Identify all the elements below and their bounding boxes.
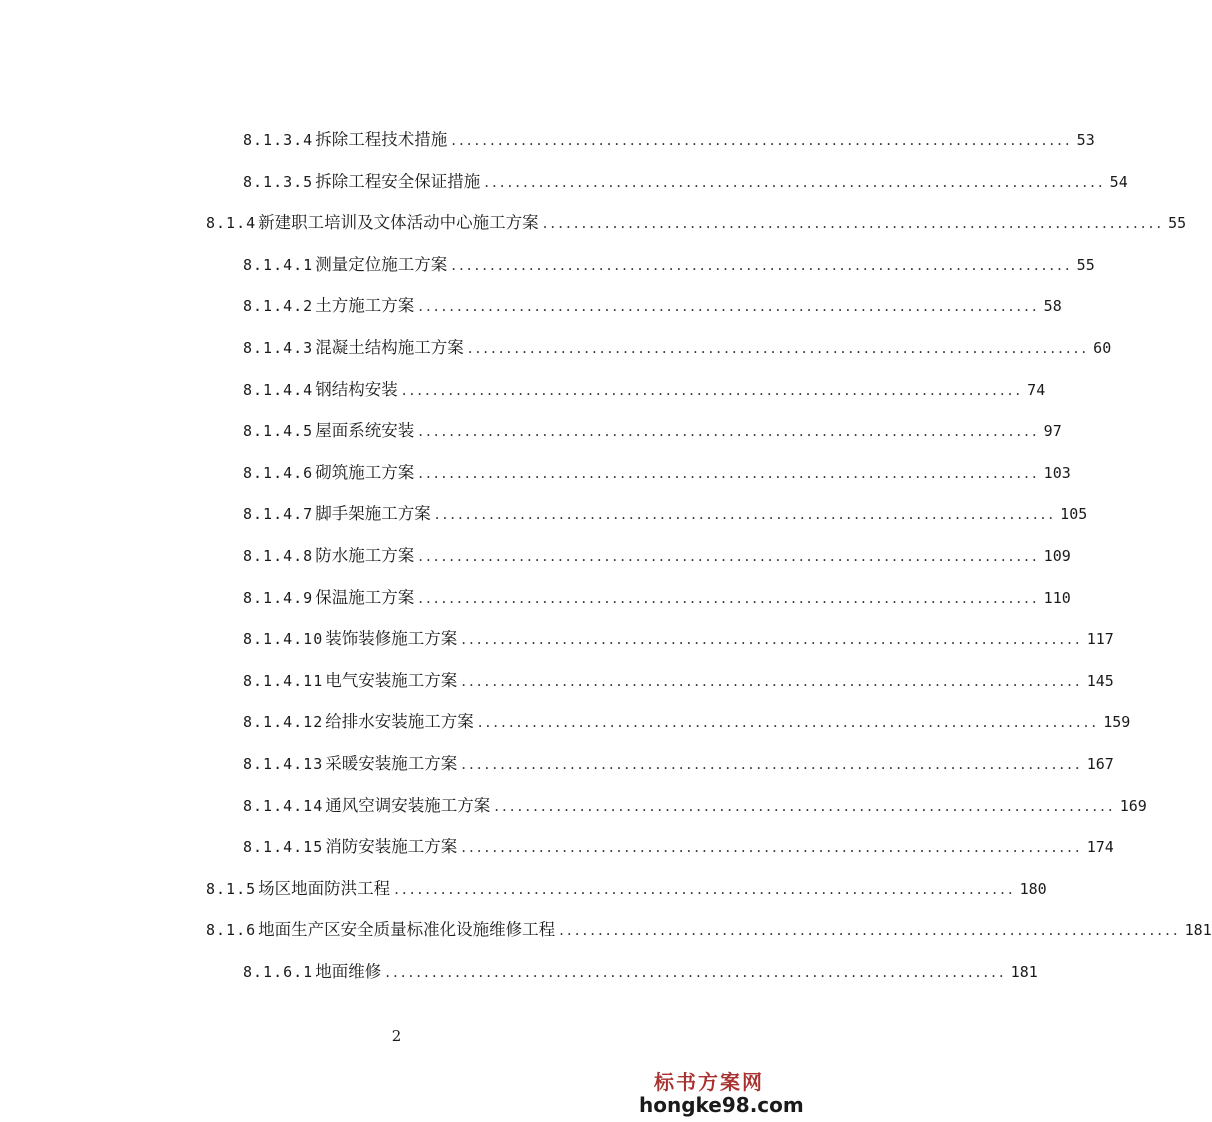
toc-entry-page: 159 xyxy=(1103,713,1131,731)
toc-entry[interactable] xyxy=(206,916,1212,944)
toc-entry-page: 74 xyxy=(1027,381,1046,399)
toc-entry-page: 174 xyxy=(1086,838,1114,856)
toc-entry-number: 8.1.4.3 xyxy=(243,339,314,357)
toc-entry-page: 97 xyxy=(1043,422,1062,440)
toc-entry-page: 180 xyxy=(1019,880,1047,898)
toc-entry-number: 8.1.5 xyxy=(206,880,257,898)
toc-entry[interactable] xyxy=(243,168,1128,196)
toc-entry-title: 钢结构安装 xyxy=(315,380,398,399)
toc-entry-title: 消防安装施工方案 xyxy=(325,837,458,856)
toc-leader-dots: ................................................................................ xyxy=(418,547,1040,565)
toc-entry-title: 电气安装施工方案 xyxy=(325,671,458,690)
toc-entry-number: 8.1.6 xyxy=(206,921,257,939)
toc-entry-page: 145 xyxy=(1086,672,1114,690)
toc-entry[interactable] xyxy=(243,667,1114,695)
toc-entry-number: 8.1.4.1 xyxy=(243,256,314,274)
toc-entry-title: 装饰装修施工方案 xyxy=(325,629,458,648)
toc-leader-dots: ................................................................................ xyxy=(451,131,1073,149)
toc-entry-title: 采暖安装施工方案 xyxy=(325,754,458,773)
toc-entry-number: 8.1.4.8 xyxy=(243,547,314,565)
toc-entry-title: 脚手架施工方案 xyxy=(315,504,431,523)
toc-leader-dots: ................................................................................ xyxy=(401,381,1024,399)
toc-entry-number: 8.1.3.5 xyxy=(243,173,314,191)
toc-leader-dots: ................................................................................ xyxy=(418,297,1040,315)
toc-entry-number: 8.1.4.15 xyxy=(243,838,324,856)
toc-entry[interactable] xyxy=(243,251,1095,279)
toc-entry-page: 109 xyxy=(1043,547,1071,565)
toc-entry[interactable] xyxy=(243,542,1071,570)
toc-entry[interactable] xyxy=(243,126,1095,154)
toc-entry-number: 8.1.4.11 xyxy=(243,672,324,690)
toc-leader-dots: ................................................................................ xyxy=(385,963,1007,981)
toc-entry-number: 8.1.6.1 xyxy=(243,963,314,981)
toc-entry-title: 新建职工培训及文体活动中心施工方案 xyxy=(258,213,539,232)
toc-leader-dots: ................................................................................ xyxy=(451,256,1073,274)
toc-entry-page: 60 xyxy=(1093,339,1112,357)
toc-entry-title: 通风空调安装施工方案 xyxy=(325,796,491,815)
watermark-logo xyxy=(639,1066,804,1117)
toc-entry-title: 混凝土结构施工方案 xyxy=(315,338,464,357)
toc-entry-title: 保温施工方案 xyxy=(315,588,415,607)
toc-entry-page: 53 xyxy=(1076,131,1095,149)
page-number: 2 xyxy=(391,1027,402,1045)
toc-entry[interactable] xyxy=(243,584,1071,612)
toc-entry-title: 地面维修 xyxy=(315,962,382,981)
toc-entry-title: 土方施工方案 xyxy=(315,296,415,315)
toc-entry-number: 8.1.4 xyxy=(206,214,257,232)
toc-entry-number: 8.1.4.4 xyxy=(243,381,314,399)
toc-entry-title: 防水施工方案 xyxy=(315,546,415,565)
toc-leader-dots: ................................................................................ xyxy=(559,921,1181,939)
toc-leader-dots: ................................................................................ xyxy=(461,672,1083,690)
toc-entry[interactable] xyxy=(243,792,1147,820)
toc-entry-number: 8.1.4.14 xyxy=(243,797,324,815)
toc-entry-page: 181 xyxy=(1184,921,1212,939)
toc-entry[interactable] xyxy=(243,376,1046,404)
toc-entry-page: 110 xyxy=(1043,589,1071,607)
watermark-en: hongke98.com xyxy=(639,1093,804,1117)
toc-leader-dots: ................................................................................ xyxy=(461,630,1083,648)
toc-entry-page: 55 xyxy=(1168,214,1187,232)
toc-entry-page: 117 xyxy=(1086,630,1114,648)
toc-entry[interactable] xyxy=(243,500,1088,528)
toc-entry[interactable] xyxy=(206,209,1187,237)
toc-entry-page: 105 xyxy=(1060,505,1088,523)
toc-entry-number: 8.1.4.2 xyxy=(243,297,314,315)
toc-leader-dots: ................................................................................ xyxy=(418,589,1040,607)
toc-entry[interactable] xyxy=(243,417,1062,445)
toc-entry-number: 8.1.4.10 xyxy=(243,630,324,648)
toc-entry[interactable] xyxy=(243,833,1114,861)
toc-entry[interactable] xyxy=(243,958,1038,986)
toc-entry-number: 8.1.4.12 xyxy=(243,713,324,731)
toc-entry-page: 169 xyxy=(1119,797,1147,815)
toc-leader-dots: ................................................................................ xyxy=(467,339,1090,357)
toc-entry[interactable] xyxy=(243,292,1062,320)
toc-entry-title: 地面生产区安全质量标准化设施维修工程 xyxy=(258,920,556,939)
toc-leader-dots: ................................................................................ xyxy=(418,464,1040,482)
toc-entry-title: 拆除工程安全保证措施 xyxy=(315,172,481,191)
toc-entry-title: 测量定位施工方案 xyxy=(315,255,448,274)
watermark-cn: 标书方案网 xyxy=(654,1070,764,1094)
toc-entry-page: 58 xyxy=(1043,297,1062,315)
toc-leader-dots: ................................................................................ xyxy=(434,505,1057,523)
toc-entry-page: 181 xyxy=(1010,963,1038,981)
toc-entry-number: 8.1.4.13 xyxy=(243,755,324,773)
toc-leader-dots: ................................................................................ xyxy=(461,838,1083,856)
toc-entry-number: 8.1.4.6 xyxy=(243,464,314,482)
toc-entry-title: 砌筑施工方案 xyxy=(315,463,415,482)
toc-entry-number: 8.1.3.4 xyxy=(243,131,314,149)
toc-entry[interactable] xyxy=(243,334,1112,362)
toc-entry-number: 8.1.4.5 xyxy=(243,422,314,440)
toc-entry-title: 场区地面防洪工程 xyxy=(258,879,391,898)
toc-entry-page: 54 xyxy=(1109,173,1128,191)
toc-entry[interactable] xyxy=(243,708,1131,736)
toc-entry-page: 55 xyxy=(1076,256,1095,274)
toc-leader-dots: ................................................................................ xyxy=(418,422,1040,440)
toc-entry[interactable] xyxy=(243,625,1114,653)
toc-entry-number: 8.1.4.7 xyxy=(243,505,314,523)
toc-entry[interactable] xyxy=(243,750,1114,778)
toc-leader-dots: ................................................................................ xyxy=(484,173,1106,191)
toc-entry[interactable] xyxy=(206,875,1047,903)
toc-entry-title: 屋面系统安装 xyxy=(315,421,415,440)
toc-leader-dots: ................................................................................ xyxy=(494,797,1116,815)
toc-entry-title: 给排水安装施工方案 xyxy=(325,712,474,731)
toc-entry-page: 167 xyxy=(1086,755,1114,773)
toc-leader-dots: ................................................................................ xyxy=(461,755,1083,773)
toc-leader-dots: ................................................................................ xyxy=(542,214,1165,232)
toc-leader-dots: ................................................................................ xyxy=(477,713,1100,731)
toc-entry-page: 103 xyxy=(1043,464,1071,482)
toc-entry-title: 拆除工程技术措施 xyxy=(315,130,448,149)
toc-leader-dots: ................................................................................ xyxy=(394,880,1016,898)
toc-entry[interactable] xyxy=(243,459,1071,487)
toc-entry-number: 8.1.4.9 xyxy=(243,589,314,607)
